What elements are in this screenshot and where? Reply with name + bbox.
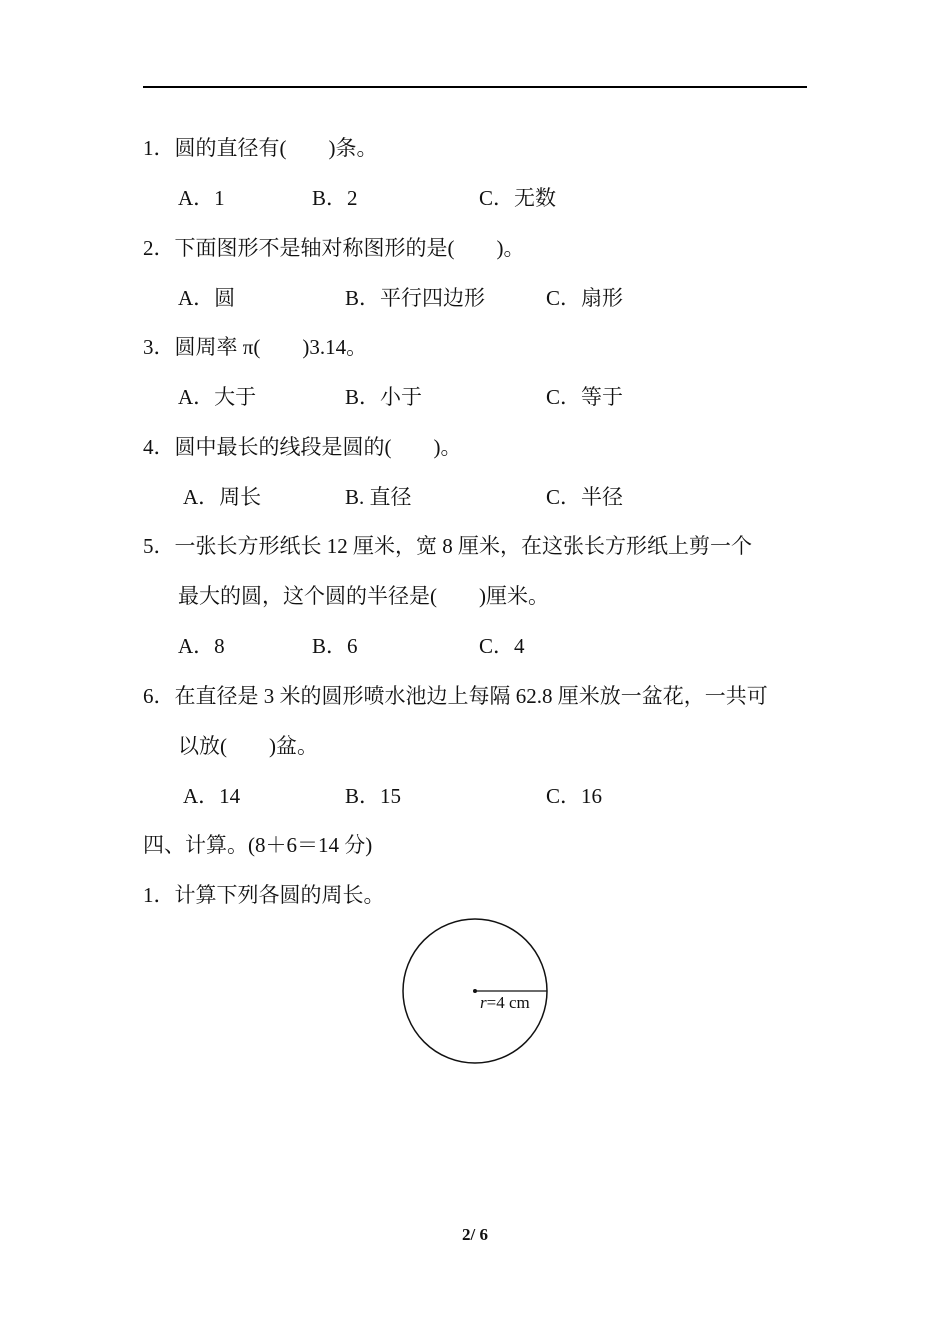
question-2-option-c: C．扇形 bbox=[546, 286, 624, 310]
question-1-option-c: C．无数 bbox=[479, 186, 557, 210]
question-4-stem: 4．圆中最长的线段是圆的( )。 bbox=[143, 435, 462, 459]
question-4-option-a: A．周长 bbox=[183, 485, 262, 509]
question-6-option-b: B．15 bbox=[345, 784, 402, 808]
question-3-stem: 3．圆周率 π( )3.14。 bbox=[143, 335, 368, 359]
question-2-option-b: B．平行四边形 bbox=[345, 286, 486, 310]
radius-label-value: =4 cm bbox=[486, 993, 530, 1012]
question-6-option-a: A．14 bbox=[183, 784, 241, 808]
header-rule bbox=[143, 86, 807, 88]
page-number: 2/ 6 bbox=[462, 1225, 488, 1244]
question-1-option-a: A．1 bbox=[178, 186, 225, 210]
question-1-stem: 1．圆的直径有( )条。 bbox=[143, 136, 378, 160]
radius-label-var: r bbox=[480, 993, 487, 1012]
question-2-option-a: A．圆 bbox=[178, 286, 236, 310]
question-6-stem-line-1: 6．在直径是 3 米的圆形喷水池边上每隔 62.8 厘米放一盆花，一共可 bbox=[143, 684, 768, 708]
question-3-option-a: A．大于 bbox=[178, 385, 257, 409]
center-point bbox=[473, 989, 477, 993]
question-5-option-c: C．4 bbox=[479, 634, 525, 658]
question-4-option-b: B. 直径 bbox=[345, 485, 412, 509]
question-5-stem-line-1: 5．一张长方形纸长 12 厘米，宽 8 厘米，在这张长方形纸上剪一个 bbox=[143, 534, 752, 558]
question-1-option-b: B．2 bbox=[312, 186, 358, 210]
question-6-stem-line-2: 以放( )盆。 bbox=[178, 734, 318, 758]
question-5-stem-line-2: 最大的圆，这个圆的半径是( )厘米。 bbox=[178, 584, 549, 608]
section-4-question-1: 1．计算下列各圆的周长。 bbox=[143, 883, 385, 907]
circle-figure bbox=[398, 914, 554, 1068]
question-5-option-a: A．8 bbox=[178, 634, 225, 658]
circle-diagram bbox=[398, 914, 554, 1068]
question-2-stem: 2．下面图形不是轴对称图形的是( )。 bbox=[143, 236, 525, 260]
question-4-option-c: C．半径 bbox=[546, 485, 624, 509]
question-5-option-b: B．6 bbox=[312, 634, 358, 658]
question-3-option-c: C．等于 bbox=[546, 385, 624, 409]
question-3-option-b: B．小于 bbox=[345, 385, 423, 409]
question-6-option-c: C．16 bbox=[546, 784, 603, 808]
radius-label bbox=[480, 993, 530, 1012]
section-4-heading: 四、计算。(8＋6＝14 分) bbox=[143, 833, 373, 857]
